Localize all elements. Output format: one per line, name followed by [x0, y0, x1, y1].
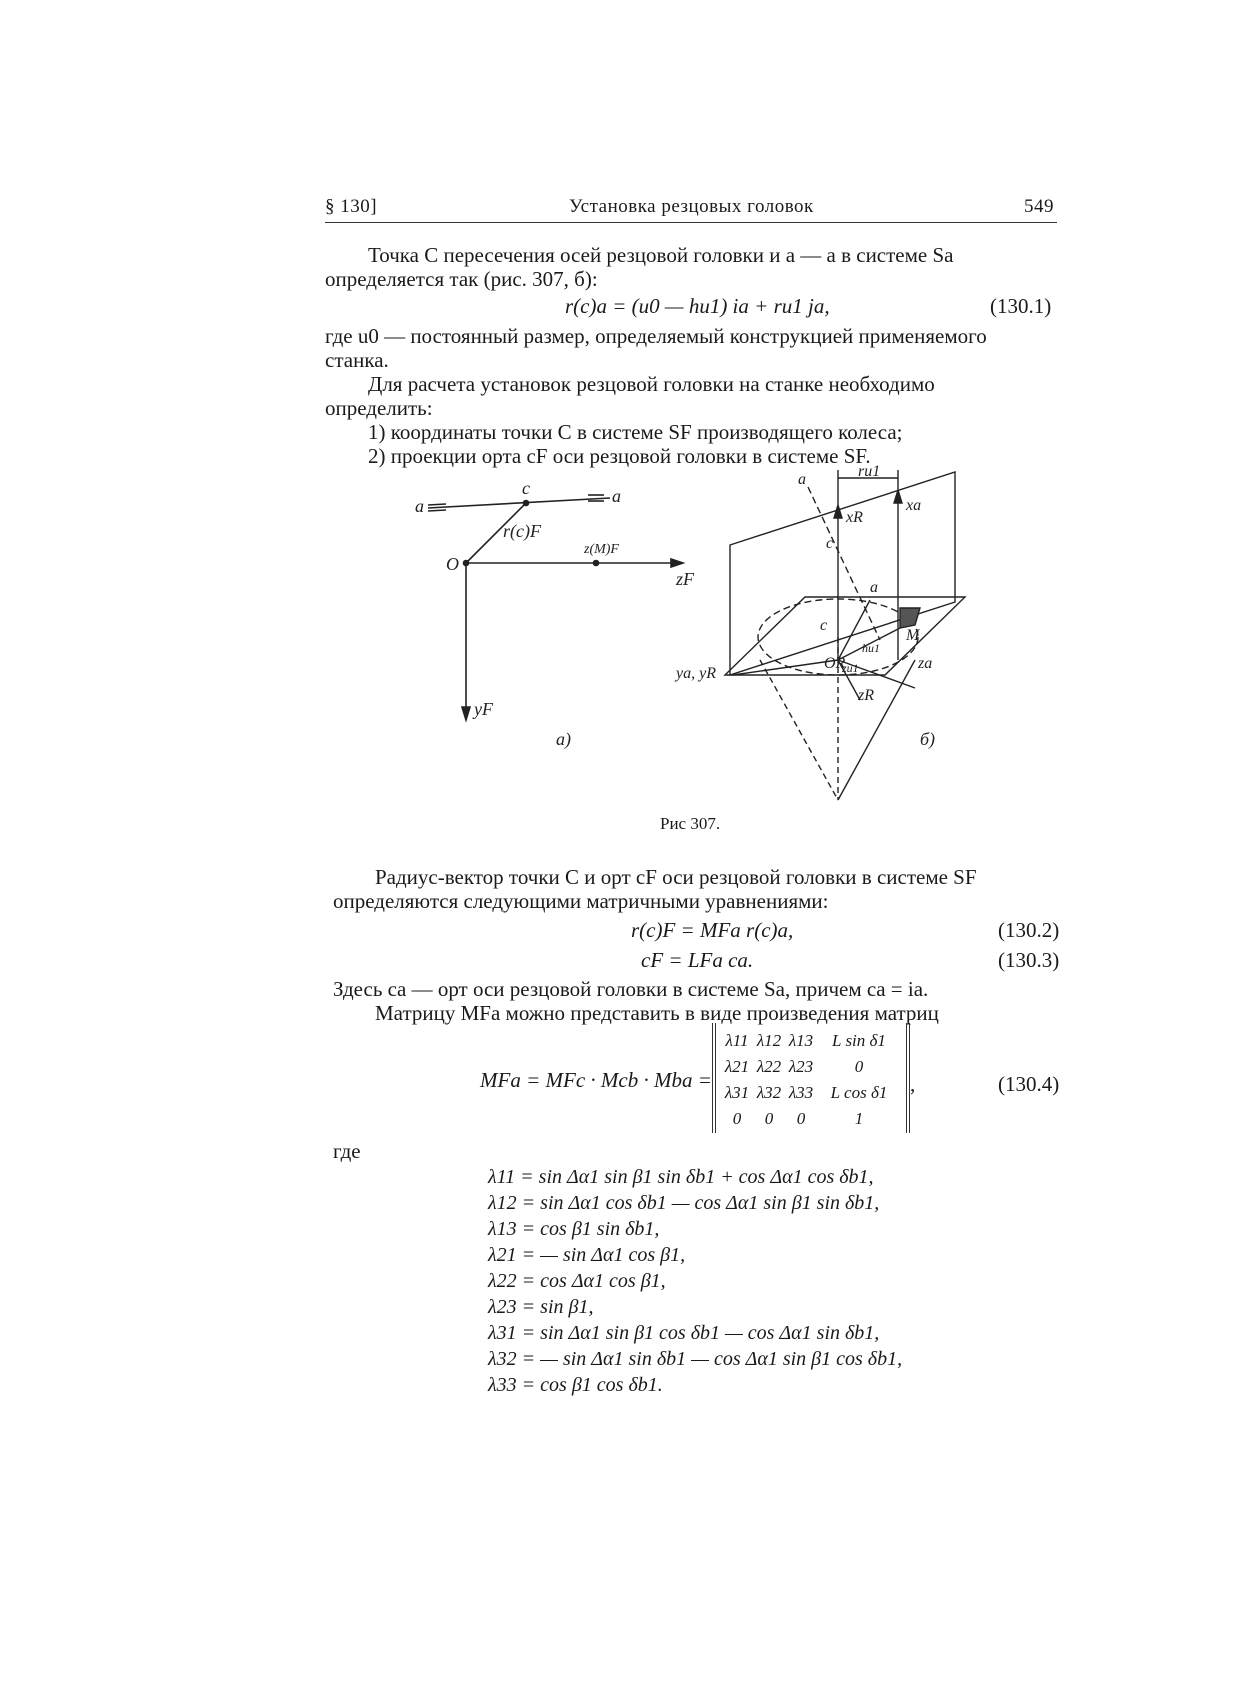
label-r: r(c)F — [503, 521, 541, 541]
paragraph-3-line-2: определить: — [325, 396, 433, 420]
lambda-32: λ32 = — sin Δα1 sin δb1 — cos Δα1 sin β1 cos δb1, — [488, 1348, 903, 1370]
paragraph-2-line-1: где u0 — постоянный размер, определяемый конструкцией применяемого — [325, 324, 987, 348]
lambda-13: λ13 = cos β1 sin δb1, — [488, 1218, 660, 1240]
label-or: OR — [824, 655, 846, 672]
lambda-12: λ12 = sin Δα1 cos δb1 — cos Δα1 sin β1 sin δb1, — [488, 1192, 880, 1214]
equation-130-4-comma: , — [910, 1072, 916, 1096]
lambda-23: λ23 = sin β1, — [488, 1296, 594, 1318]
paragraph-3-line-1: Для расчета установок резцовой головки на станке необходимо — [368, 372, 935, 396]
matrix-cell: L sin δ1 — [832, 1031, 886, 1050]
paragraph-6: Матрицу MFa можно представить в виде произведения матриц — [375, 1001, 939, 1025]
label-zr: zR — [858, 687, 874, 704]
header-section: § 130] — [325, 196, 378, 217]
equation-130-2: r(c)F = MFa r(c)a, — [631, 918, 794, 942]
list-item-2: 2) проекции орта cF оси резцовой головки в системе SF. — [368, 444, 871, 468]
label-zf: zF — [676, 569, 694, 589]
equation-130-4-lhs: MFa = MFc · Mcb · Mba = — [480, 1068, 712, 1092]
label-a-right: a — [612, 486, 621, 506]
matrix-cell: λ23 — [788, 1057, 814, 1076]
label-ya-yr: ya, yR — [676, 665, 716, 682]
label-c: c — [522, 478, 530, 498]
label-xa: xa — [906, 497, 922, 514]
matrix-cell: λ31 — [724, 1083, 750, 1102]
equation-130-2-number: (130.2) — [998, 918, 1060, 942]
label-xr: xR — [846, 509, 863, 526]
matrix-cell: 0 — [796, 1109, 806, 1128]
equation-130-3-number: (130.3) — [998, 948, 1060, 972]
figure-caption: Рис 307. — [660, 814, 721, 833]
lambda-11: λ11 = sin Δα1 sin β1 sin δb1 + cos Δα1 cos δb1, — [488, 1166, 874, 1188]
matrix-cell: 0 — [732, 1109, 742, 1128]
label-b-a-top: a — [798, 471, 806, 488]
lambda-21: λ21 = — sin Δα1 cos β1, — [488, 1244, 686, 1266]
label-hu1: hu1 — [862, 641, 880, 655]
matrix-cell: λ33 — [788, 1083, 814, 1102]
lambda-33: λ33 = cos β1 cos δb1. — [488, 1374, 663, 1396]
label-yf: yF — [474, 699, 493, 719]
matrix-cell: λ22 — [756, 1057, 782, 1076]
lambda-22: λ22 = cos Δα1 cos β1, — [488, 1270, 666, 1292]
header-page-number: 549 — [1024, 196, 1054, 217]
label-za: za — [918, 655, 933, 672]
label-zu1: zu1 — [842, 661, 859, 675]
header-rule — [325, 222, 1057, 223]
figure-panel-b — [725, 470, 965, 800]
where-label: где — [333, 1139, 361, 1163]
label-b-c: c — [826, 535, 834, 552]
paragraph-2-line-2: станка. — [325, 348, 389, 372]
label-b-a-mid: a — [870, 579, 878, 596]
panel-a-label: а) — [556, 729, 571, 749]
paragraph-1-line-2: определяется так (рис. 307, б): — [325, 267, 598, 291]
matrix-cell: λ13 — [788, 1031, 814, 1050]
matrix-cell: λ32 — [756, 1083, 782, 1102]
equation-130-3: cF = LFa ca. — [641, 948, 754, 972]
matrix-mfa — [712, 1023, 910, 1133]
paragraph-4-line-2: определяются следующими матричными уравнениями: — [333, 889, 829, 913]
panel-b-label: б) — [920, 729, 936, 749]
list-item-1: 1) координаты точки C в системе SF производящего колеса; — [368, 420, 903, 444]
paragraph-1-line-1: Точка C пересечения осей резцовой головки и a — a в системе Sa — [368, 243, 954, 267]
label-o: O — [446, 554, 459, 574]
label-c-vector: c — [820, 617, 828, 634]
matrix-cell: 0 — [764, 1109, 774, 1128]
label-m: M — [906, 627, 920, 644]
matrix-cell: λ21 — [724, 1057, 750, 1076]
paragraph-4-line-1: Радиус-вектор точки C и орт cF оси резцовой головки в системе SF — [375, 865, 977, 889]
header-title: Установка резцовых головок — [569, 196, 814, 217]
equation-130-1-number: (130.1) — [990, 294, 1052, 318]
figure-panel-a — [428, 495, 683, 720]
matrix-cell: L cos δ1 — [830, 1083, 888, 1102]
label-zm: z(M)F — [584, 542, 619, 557]
label-ru1: ru1 — [858, 465, 881, 480]
matrix-cell: 0 — [854, 1057, 864, 1076]
figure-307 — [400, 465, 1000, 805]
matrix-cell: 1 — [854, 1109, 864, 1128]
matrix-cell: λ11 — [725, 1031, 749, 1050]
paragraph-5: Здесь ca — орт оси резцовой головки в системе Sa, причем ca = ia. — [333, 977, 929, 1001]
lambda-31: λ31 = sin Δα1 sin β1 cos δb1 — cos Δα1 sin δb1, — [488, 1322, 880, 1344]
matrix-cell: λ12 — [756, 1031, 782, 1050]
equation-130-1: r(c)a = (u0 — hu1) ia + ru1 ja, — [565, 294, 830, 318]
label-a-left: a — [415, 496, 424, 516]
equation-130-4-number: (130.4) — [998, 1072, 1060, 1096]
